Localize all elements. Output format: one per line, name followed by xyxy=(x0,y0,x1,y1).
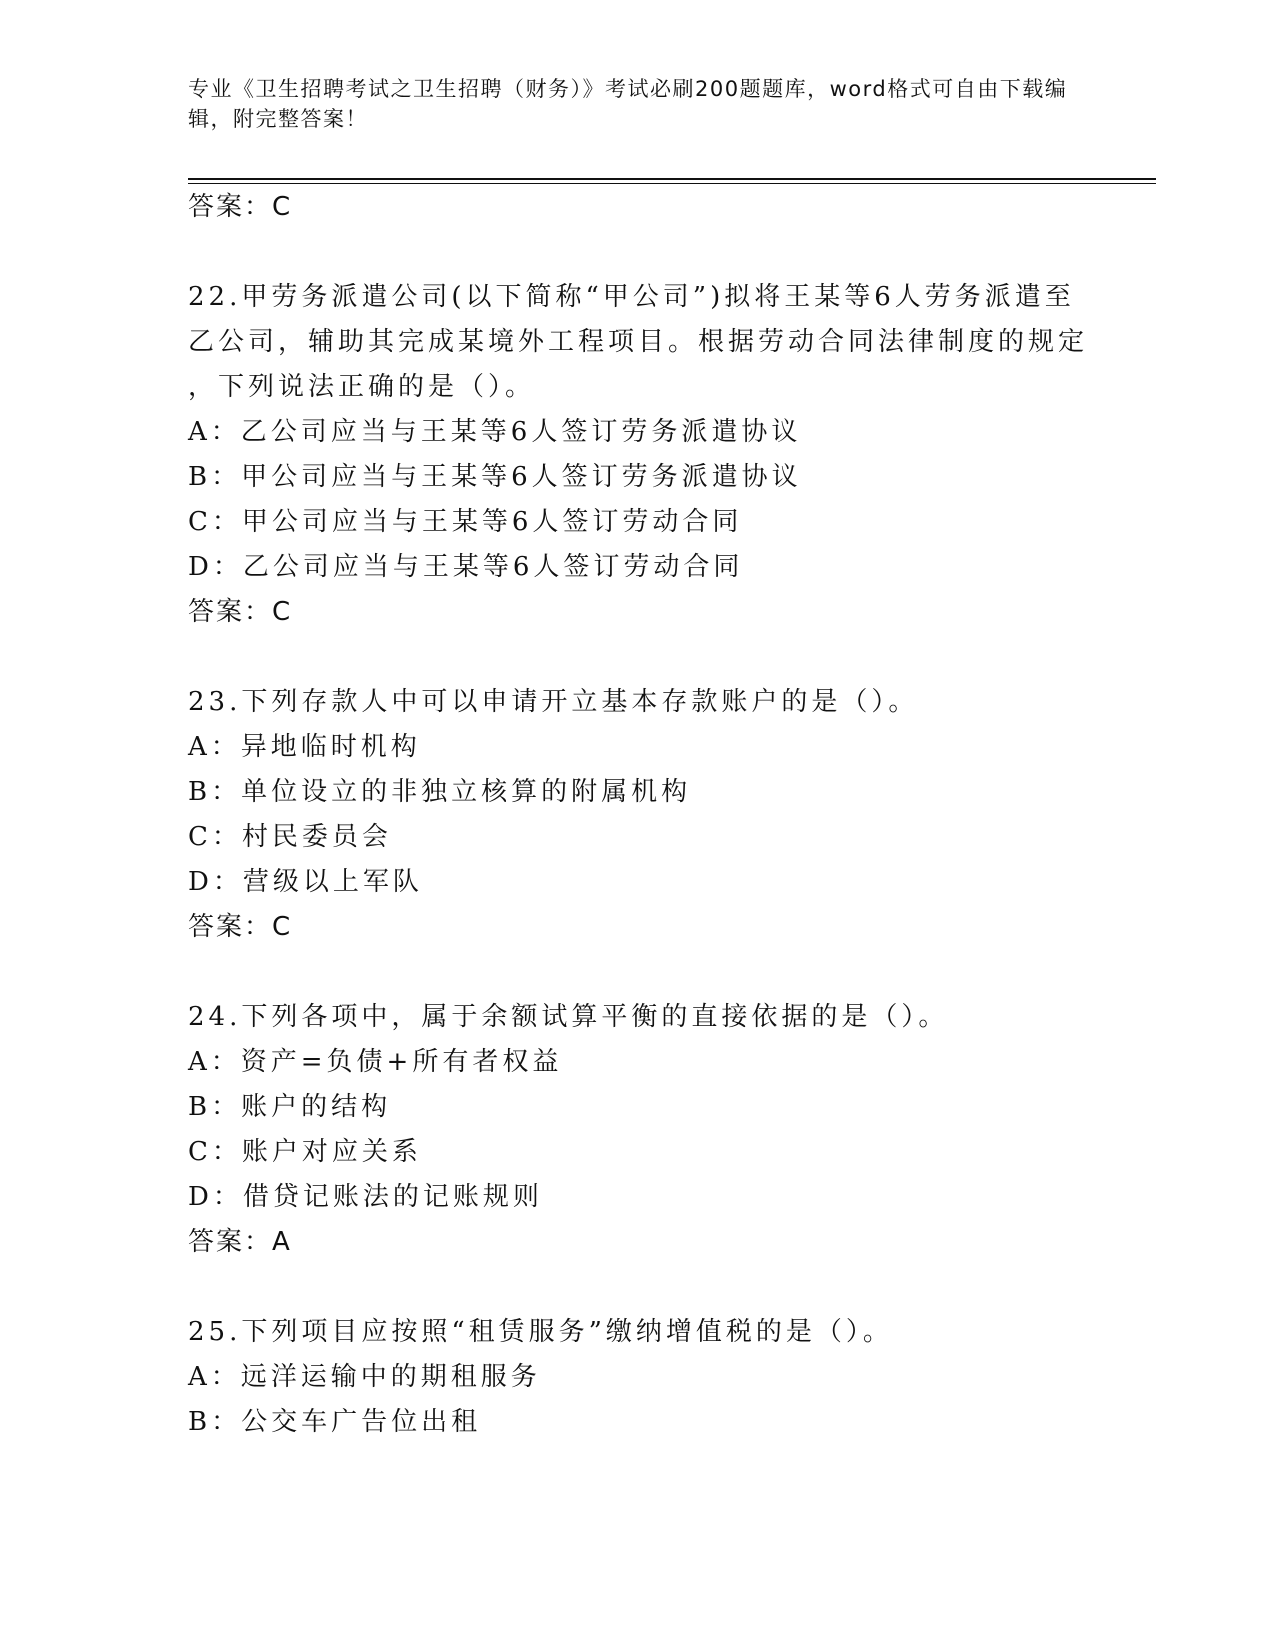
option-a: A：远洋运输中的期租服务 xyxy=(188,1362,541,1392)
header-divider-thin xyxy=(188,183,1156,184)
question-stem-line: 23.下列存款人中可以申请开立基本存款账户的是（）。 xyxy=(188,687,919,717)
option-c: C：甲公司应当与王某等6人签订劳动合同 xyxy=(188,507,743,537)
question-stem-line: ，下列说法正确的是（）。 xyxy=(188,372,536,402)
option-d: D：乙公司应当与王某等6人签订劳动合同 xyxy=(188,552,744,582)
option-b: B：单位设立的非独立核算的附属机构 xyxy=(188,777,692,807)
option-b: B：公交车广告位出租 xyxy=(188,1407,482,1437)
document-header: 专业《卫生招聘考试之卫生招聘（财务）》考试必刷200题题库，word格式可自由下载编辑，附完整答案！ xyxy=(188,77,1068,131)
option-d: D：营级以上军队 xyxy=(188,867,423,897)
option-c: C：账户对应关系 xyxy=(188,1137,422,1167)
header-divider-thick xyxy=(188,178,1156,180)
option-d: D：借贷记账法的记账规则 xyxy=(188,1182,543,1212)
option-a: A：乙公司应当与王某等6人签订劳务派遣协议 xyxy=(188,417,802,447)
answer-line: 答案：C xyxy=(188,192,293,222)
option-b: B：甲公司应当与王某等6人签订劳务派遣协议 xyxy=(188,462,802,492)
answer-line: 答案：C xyxy=(188,912,293,942)
option-a: A：异地临时机构 xyxy=(188,732,421,762)
option-b: B：账户的结构 xyxy=(188,1092,392,1122)
question-stem-line: 25.下列项目应按照“租赁服务”缴纳增值税的是（）。 xyxy=(188,1317,893,1347)
question-stem-line: 乙公司，辅助其完成某境外工程项目。根据劳动合同法律制度的规定 xyxy=(188,327,1089,357)
option-a: A：资产=负债+所有者权益 xyxy=(188,1047,563,1077)
answer-line: 答案：A xyxy=(188,1227,292,1257)
option-c: C：村民委员会 xyxy=(188,822,392,852)
question-stem-line: 22.甲劳务派遣公司(以下简称“甲公司”)拟将王某等6人劳务派遣至 xyxy=(188,282,1075,312)
question-stem-line: 24.下列各项中，属于余额试算平衡的直接依据的是（）。 xyxy=(188,1002,949,1032)
answer-line: 答案：C xyxy=(188,597,293,627)
